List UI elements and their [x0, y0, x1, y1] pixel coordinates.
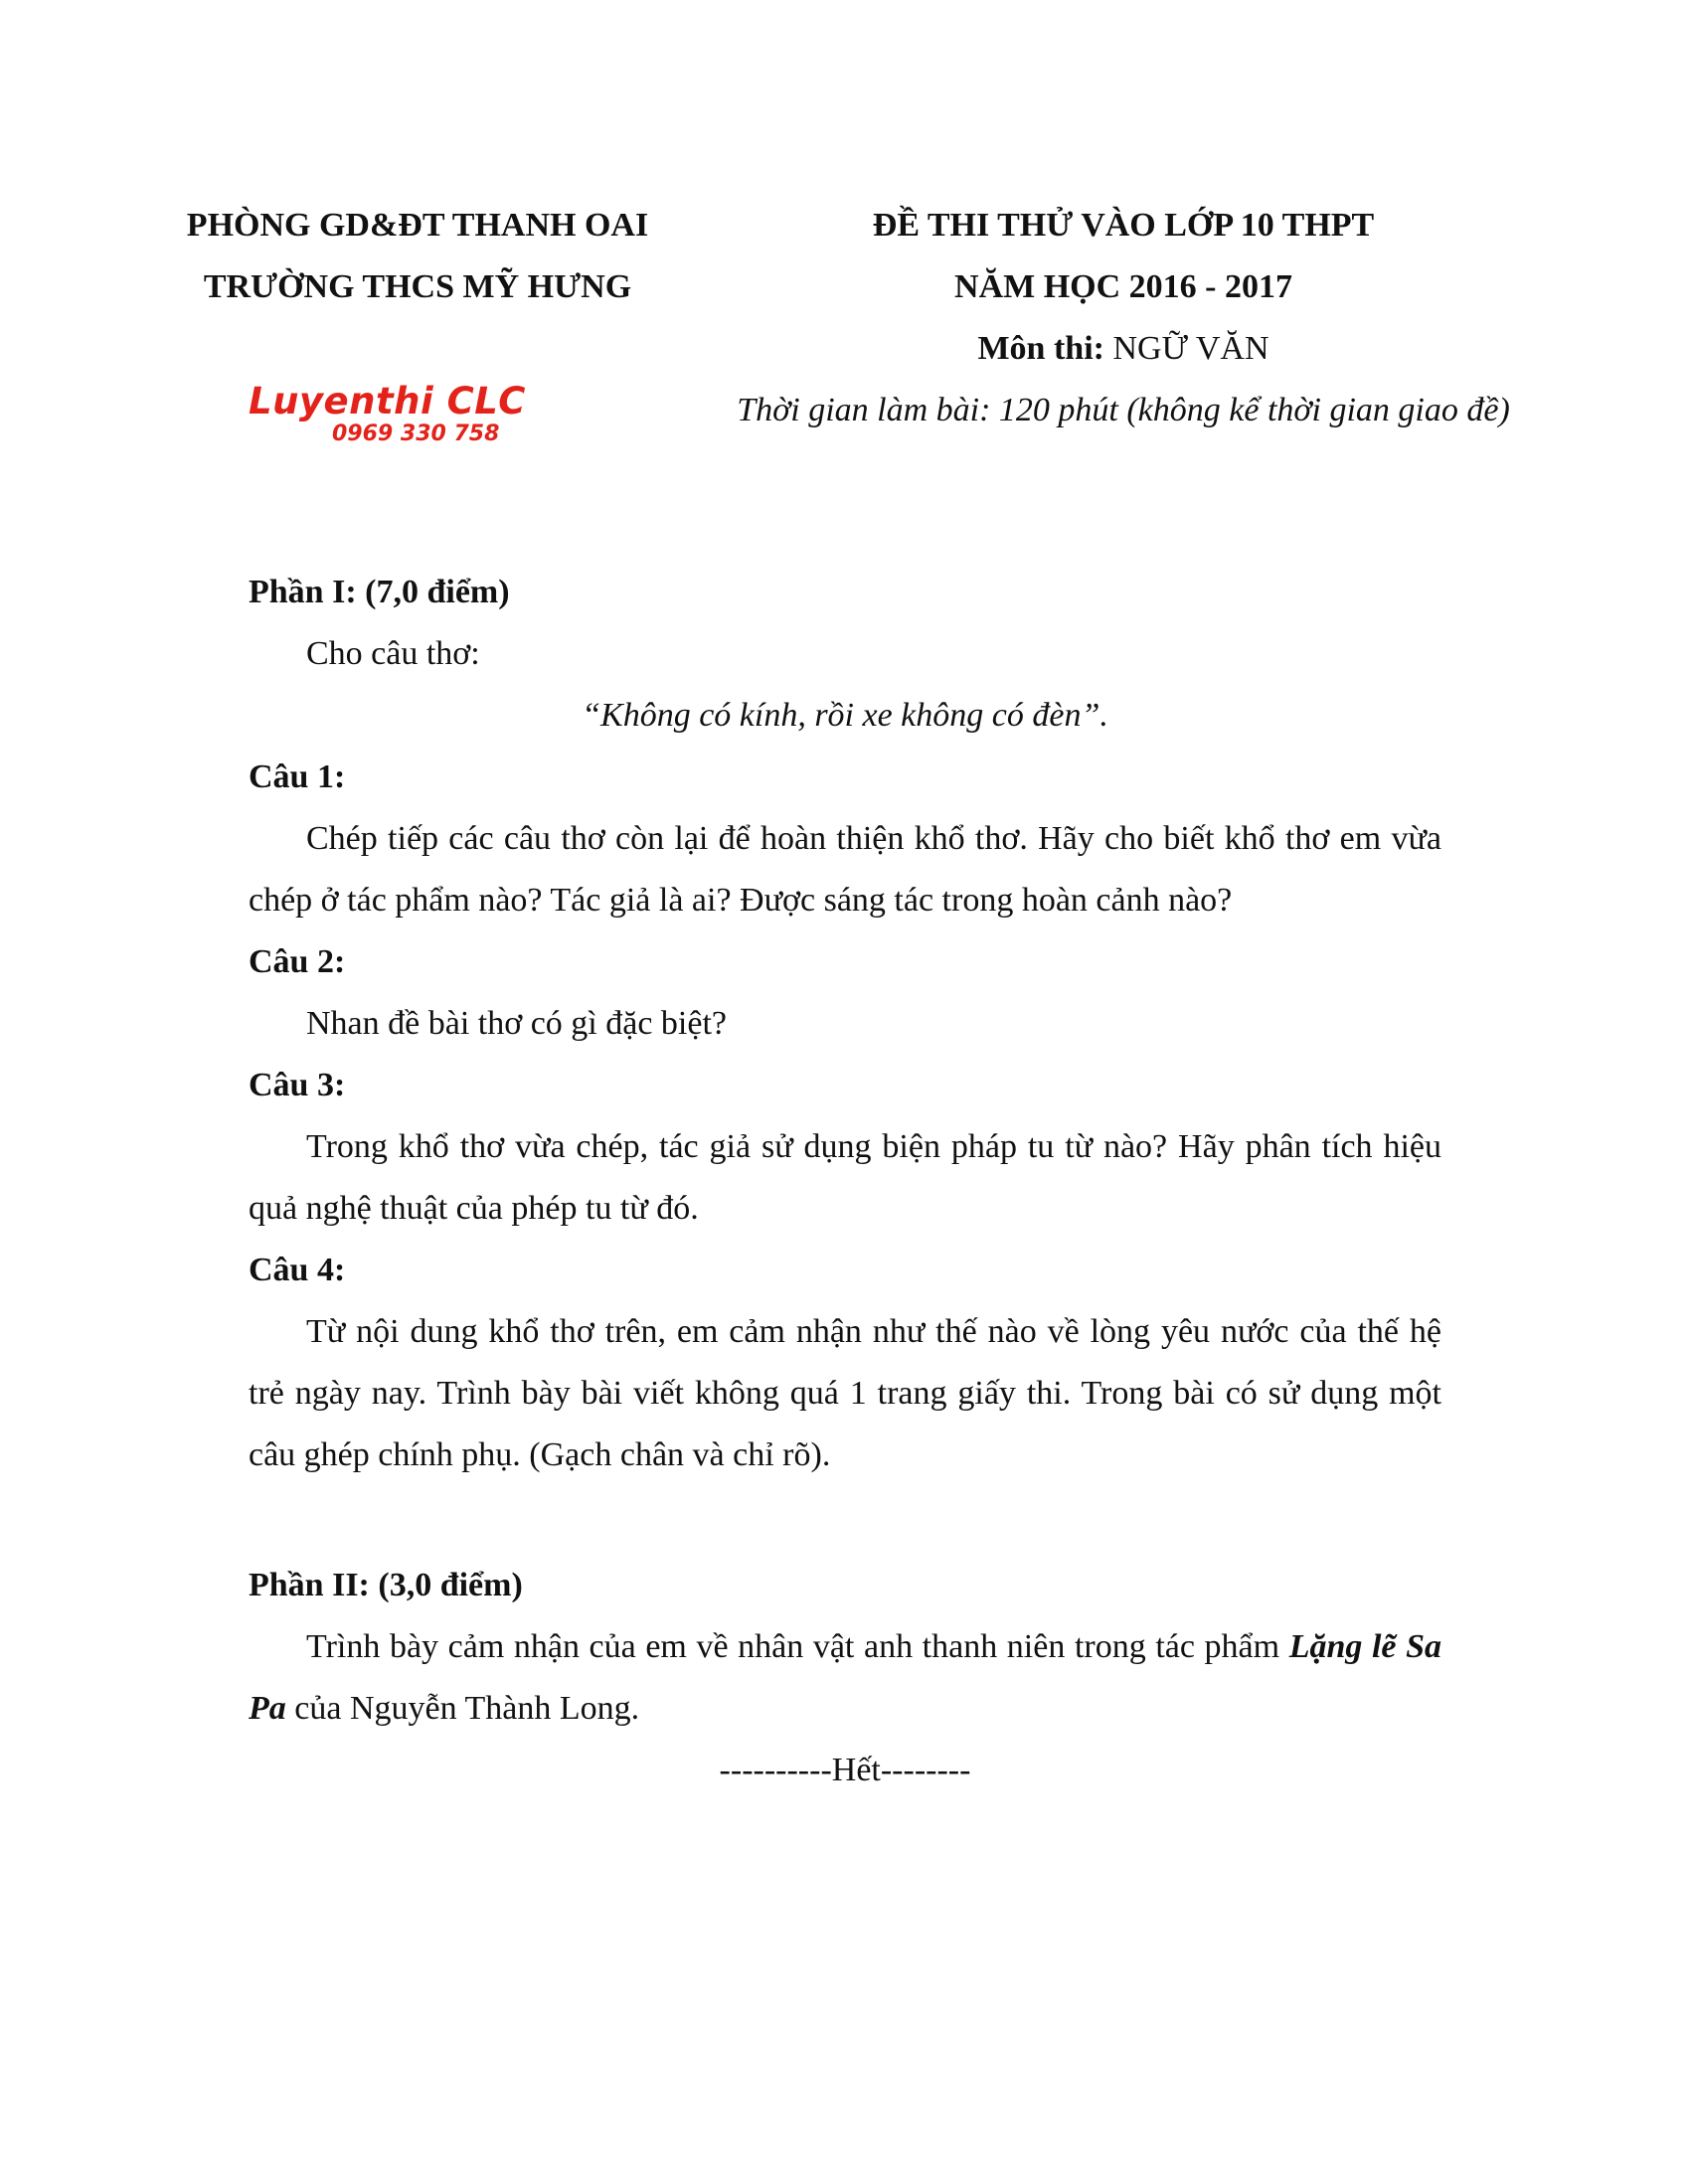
- logo-name: Luyenthi CLC: [249, 380, 526, 422]
- subject-label: Môn thi:: [977, 330, 1113, 367]
- question-1-label: Câu 1:: [249, 758, 346, 795]
- part1-section: [249, 562, 1441, 1486]
- department-name: PHÒNG GD&ĐT THANH OAI: [186, 207, 649, 244]
- part1-title: Phần I: (7,0 điểm): [249, 574, 510, 610]
- exam-header: [686, 195, 1561, 441]
- poem-quote: “Không có kính, rồi xe không có đèn”.: [582, 697, 1108, 734]
- school-header: [149, 195, 686, 318]
- exam-duration: Thời gian làm bài: 120 phút (không kể thời gian giao đề): [737, 392, 1510, 428]
- question-1-text: Chép tiếp các câu thơ còn lại để hoàn thiện khổ thơ. Hãy cho biết khổ thơ em vừa chép ở tác phẩm nào? Tác giả là ai? Được sáng tác trong hoàn cảnh nào?: [249, 820, 1441, 919]
- part2-text: [249, 1616, 1441, 1740]
- logo-phone: 0969 330 758: [332, 421, 500, 446]
- luyenthi-logo: [249, 382, 557, 451]
- work-title: Lặng lẽ Sa Pa: [249, 1628, 1442, 1727]
- question-4-label: Câu 4:: [249, 1252, 346, 1288]
- school-year: NĂM HỌC 2016 - 2017: [954, 268, 1292, 305]
- exam-title: ĐỀ THI THỬ VÀO LỚP 10 THPT: [872, 207, 1375, 244]
- question-4-text: Từ nội dung khổ thơ trên, em cảm nhận như thế nào về lòng yêu nước của thế hệ trẻ ngày nay. Trình bày bài viết không quá 1 trang giấy thi. Trong bài có sử dụng một câu ghép chính phụ. (Gạch chân và chỉ rõ).: [249, 1313, 1441, 1473]
- part2-text-before: Trình bày cảm nhận của em về nhân vật anh thanh niên trong tác phẩm: [306, 1628, 1289, 1665]
- school-name: TRƯỜNG THCS MỸ HƯNG: [203, 268, 632, 305]
- part1-intro: Cho câu thơ:: [306, 635, 480, 672]
- question-3-text: Trong khổ thơ vừa chép, tác giả sử dụng biện pháp tu từ nào? Hãy phân tích hiệu quả nghệ thuật của phép tu từ đó.: [249, 1128, 1441, 1227]
- question-2-text: Nhan đề bài thơ có gì đặc biệt?: [306, 1005, 727, 1042]
- subject-value: NGỮ VĂN: [1112, 330, 1269, 367]
- part2-text-after: của Nguyễn Thành Long.: [285, 1690, 640, 1727]
- question-2-label: Câu 2:: [249, 943, 346, 980]
- subject-line: [686, 318, 1561, 380]
- part2-title: Phần II: (3,0 điểm): [249, 1567, 523, 1603]
- question-3-label: Câu 3:: [249, 1067, 346, 1103]
- part2-section: [249, 1555, 1441, 1801]
- end-mark: ----------Hết--------: [719, 1752, 971, 1788]
